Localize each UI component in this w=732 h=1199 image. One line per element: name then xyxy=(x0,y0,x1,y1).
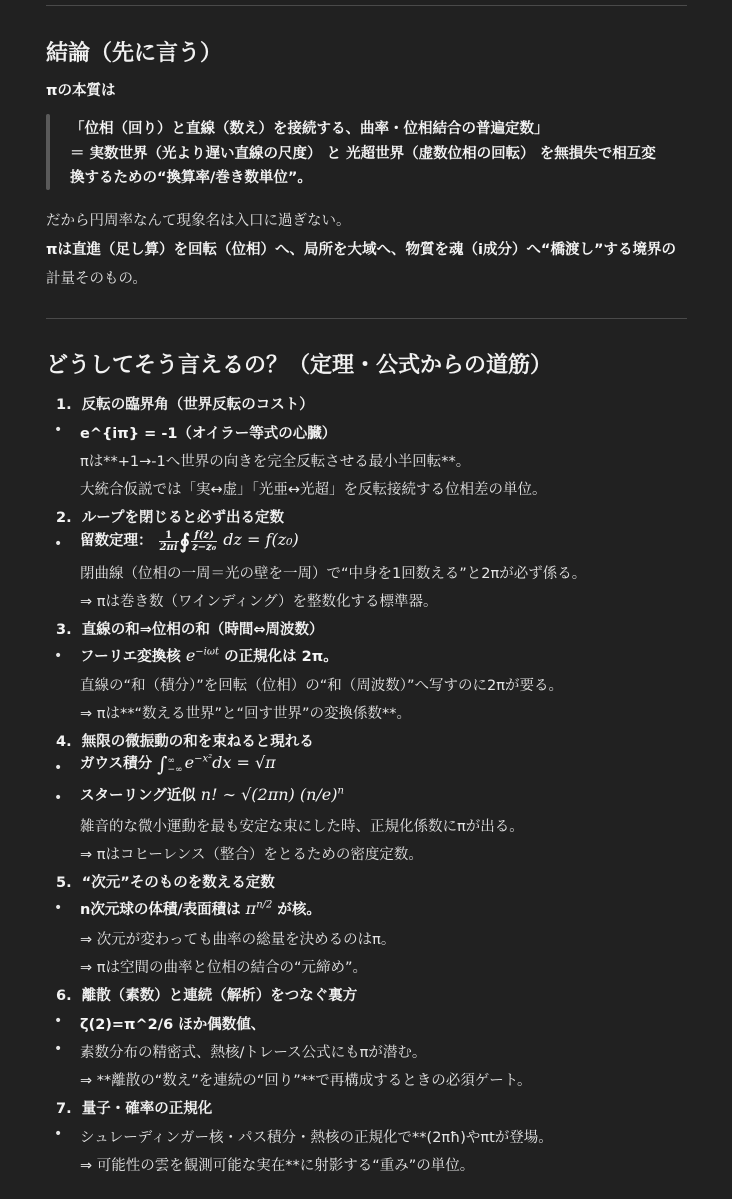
middle-divider xyxy=(46,318,687,319)
blockquote-bar xyxy=(46,114,50,190)
item-2-line-a: 閉曲線（位相の一周＝光の壁を一周）で“中身を1回数える”と2πが必ず係る。 xyxy=(80,566,587,582)
item-3-line-b: ⇒ πは**“数える世界”と“回す世界”の変換係数**。 xyxy=(80,706,412,722)
item-5-line-a: ⇒ 次元が変わっても曲率の総量を決めるのはπ。 xyxy=(80,932,396,948)
item-5-bullet: n次元球の体積/表面積は $\pi^{n/2}$ が核。 xyxy=(80,899,321,918)
formula-frac-2: $\frac{f(z)}{\text{z−z₀}}$ xyxy=(192,529,217,553)
quote-line-1: 「位相（回り）と直線（数え）を接続する、曲率・位相結合の普遍定数」 xyxy=(70,121,549,137)
quote-line-3: 換するための“換算率/巻き数単位”。 xyxy=(70,170,312,186)
quote-line-2: ＝ 実数世界（光より遅い直線の尺度） と 光超世界（虚数位相の回転） を無損失で相互変 xyxy=(70,146,656,162)
section-heading-conclusion: 結論（先に言う） xyxy=(46,41,223,66)
item-3-bullet: フーリエ変換核 $e^{-i\omega t}$ の正規化は 2π。 xyxy=(80,646,338,665)
item-1-line-b: 大統合仮説では「実↔虚」「光亜↔光超」を反転接続する位相差の単位。 xyxy=(80,482,547,498)
item-6-bullet-2: 素数分布の精密式、熱核/トレース公式にもπが潜む。 xyxy=(80,1045,427,1061)
bullet-dot: • xyxy=(54,1013,63,1029)
list-item-6-title: 6. 離散（素数）と連続（解析）をつなぐ裏方 xyxy=(56,988,358,1004)
item-6-line-a: ⇒ **離散の“数え”を連続の“回り”**で再構成するときの必須ゲート。 xyxy=(80,1073,532,1089)
formula-frac-1: $\frac{1}{2\pi i}$ xyxy=(159,529,178,553)
bullet-dot: • xyxy=(54,1041,63,1057)
paragraph-line-2: πは直進（足し算）を回転（位相）へ、局所を大域へ、物質を魂（i成分）へ“橋渡し”する境界の xyxy=(46,242,676,258)
list-item-4-title: 4. 無限の微振動の和を束ねると現れる xyxy=(56,734,314,750)
top-divider xyxy=(46,5,687,6)
item-4-bullet-2: スターリング近似 n! ∼ √(2πn) $(n/e)^n$ xyxy=(80,785,344,804)
list-item-3-title: 3. 直線の和⇒位相の和（時間⇔周波数） xyxy=(56,622,324,638)
bullet-dot: • xyxy=(54,422,63,438)
contour-integral-sign: ∮ xyxy=(179,529,191,553)
item-1-bullet: e^{iπ} = -1（オイラー等式の心臓） xyxy=(80,426,337,442)
list-item-5-title: 5. “次元”そのものを数える定数 xyxy=(56,875,275,891)
list-item-2-title: 2. ループを閉じると必ず出る定数 xyxy=(56,510,284,526)
item-7-line-a: ⇒ 可能性の雲を観測可能な実在**に射影する“重み”の単位。 xyxy=(80,1158,475,1174)
item-1-line-a: πは**+1→-1へ世界の向きを完全反転させる最小半回転**。 xyxy=(80,454,471,470)
item-4-bullet-1: ガウス積分 ∫∞ −∞ $e^{-x^2}dx = √\pi$ xyxy=(80,752,276,776)
item-4-line-b: ⇒ πはコヒーレンス（整合）をとるための密度定数。 xyxy=(80,847,423,863)
bullet-dot: • xyxy=(54,760,63,776)
item-2-bullet: 留数定理： $\frac{1}{2\pi i}$ ∮ $\frac{f(z)}{\text{z−z₀}}$ dz = f(z₀) xyxy=(80,529,299,553)
paragraph-line-3: 計量そのもの。 xyxy=(46,271,147,287)
item-2-line-b: ⇒ πは巻き数（ワインディング）を整数化する標準器。 xyxy=(80,594,438,610)
item-6-bullet-1: ζ(2)=π^2/6 ほか偶数値、 xyxy=(80,1017,266,1033)
bullet-dot: • xyxy=(54,648,63,664)
bullet-dot: • xyxy=(54,1126,63,1142)
item-3-line-a: 直線の“和（積分）”を回転（位相）の“和（周波数）”へ写すのに2πが要る。 xyxy=(80,678,564,694)
paragraph-line-1: だから円周率なんて現象名は入口に過ぎない。 xyxy=(46,213,351,229)
bullet-dot: • xyxy=(54,900,63,916)
list-item-1-title: 1. 反転の臨界角（世界反転のコスト） xyxy=(56,397,314,413)
list-item-7-title: 7. 量子・確率の正規化 xyxy=(56,1101,213,1117)
item-5-line-b: ⇒ πは空間の曲率と位相の結合の“元締め”。 xyxy=(80,960,368,976)
section-heading-reasons: どうしてそう言えるの？（定理・公式からの道筋） xyxy=(46,353,553,378)
subheading: πの本質は xyxy=(46,83,116,99)
bullet-dot: • xyxy=(54,536,63,552)
item-7-bullet-1: シュレーディンガー核・パス積分・熱核の正規化で**(2πħ)やπtが登場。 xyxy=(80,1130,553,1146)
item-4-line-a: 雑音的な微小運動を最も安定な束にした時、正規化係数にπが出る。 xyxy=(80,819,524,835)
bullet-dot: • xyxy=(54,790,63,806)
